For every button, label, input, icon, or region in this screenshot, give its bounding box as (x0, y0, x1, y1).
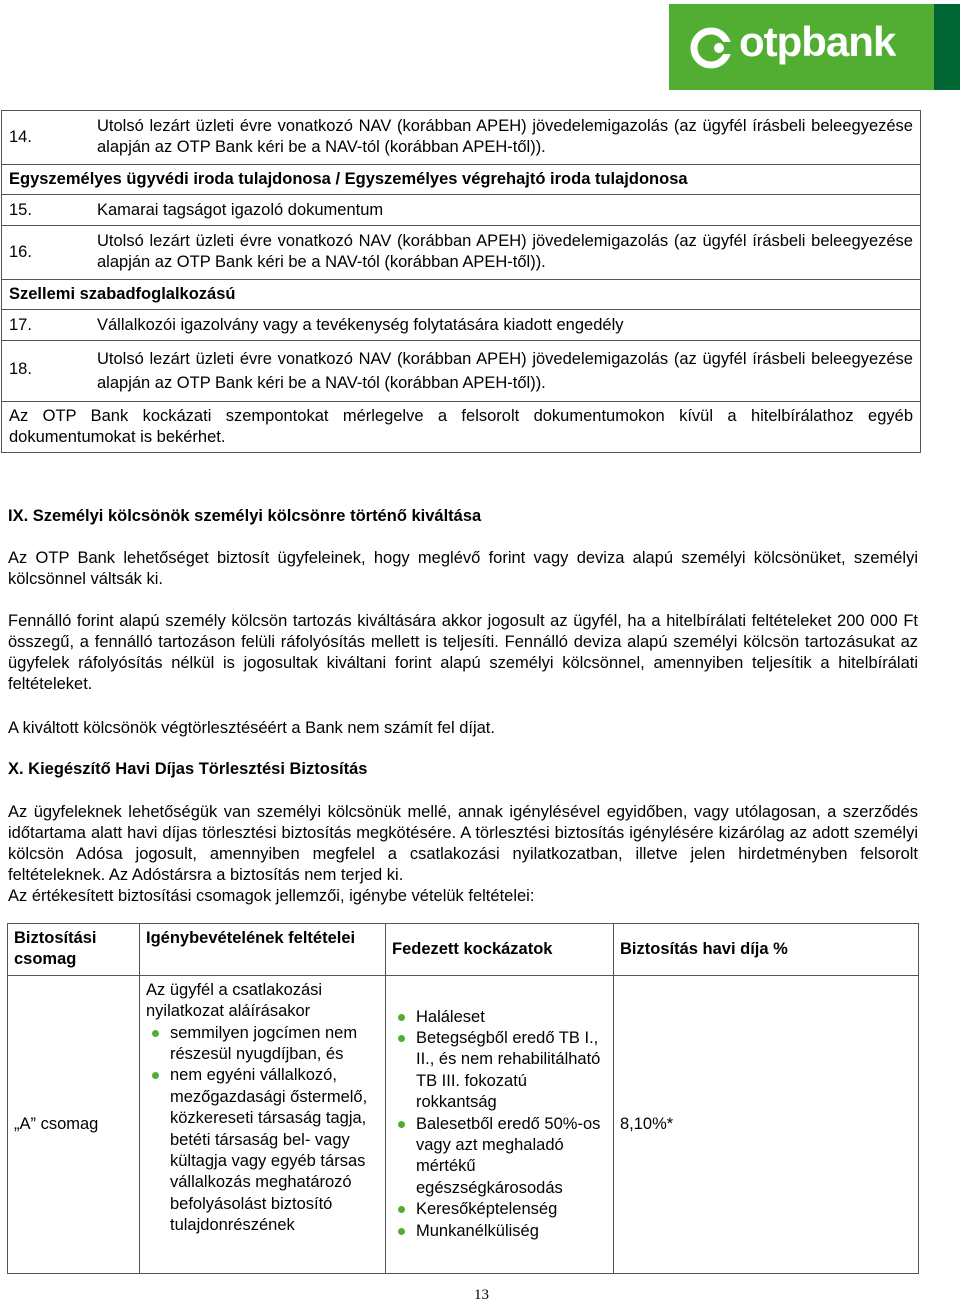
section-title: Egyszemélyes ügyvédi iroda tulajdonosa / Egyszemélyes végrehajtó iroda tulajdonosa (9, 170, 688, 188)
table-header-row (8, 924, 919, 976)
item-number: 17. (9, 316, 32, 334)
item-14 (2, 111, 920, 164)
list-item: Munkanélküliség (416, 1221, 607, 1242)
logo-stripe (934, 4, 960, 90)
additional-documents-note (2, 401, 920, 452)
page-number: 13 (474, 1287, 489, 1303)
item-text: Kamarai tagságot igazoló dokumentum (97, 201, 384, 219)
header-risks: Fedezett kockázatok (386, 924, 614, 976)
fee-value: 8,10%* (614, 975, 919, 1273)
note-text: Az OTP Bank kockázati szempontokat mérlegelve a felsorolt dokumentumokon kívül a hitelbírálathoz egyéb dokumentumokat is bekérhet. (9, 407, 913, 446)
insurance-package-table (7, 923, 919, 1274)
item-17 (2, 309, 920, 340)
list-item: Balesetből eredő 50%-os vagy azt meghaladó mértékű egészségkárosodás (416, 1114, 607, 1200)
item-text: Vállalkozói igazolvány vagy a tevékenység folytatására kiadott engedély (97, 316, 624, 334)
item-text: Utolsó lezárt üzleti évre vonatkozó NAV (korábban APEH) jövedelemigazolás (az ügyfél írásbeli beleegyezése alapján az OTP Bank kéri be a NAV-tól (korábban APEH-től)). (97, 232, 913, 271)
requirements-box (1, 110, 921, 453)
header-conditions: Igénybevételének feltételei (140, 924, 386, 976)
item-number: 16. (9, 243, 32, 261)
otpbank-logo (669, 4, 960, 90)
item-18 (2, 340, 920, 401)
conditions-cell (140, 975, 386, 1273)
section-x-title: X. Kiegészítő Havi Díjas Törlesztési Biztosítás (8, 760, 368, 778)
section-ix-title: IX. Személyi kölcsönök személyi kölcsönre történő kiváltása (8, 507, 482, 525)
section-x-paragraph-1: Az ügyfeleknek lehetőségük van személyi kölcsönük mellé, annak igénylésével egyidőben, vagy utólagosan, a szerződés időtartama alatt havi díjas törlesztési biztosítás megkötésére. A törlesztési biztosítás igénylésére kizárólag az adott személyi kölcsön Adósa jogosult, amennyiben megfelel a csatlakozási nyilatkozatban, illetve jelen hirdetményben felsorolt feltételeknek. Az Adóstársra a biztosítás nem terjed ki. (8, 803, 918, 884)
item-text: Utolsó lezárt üzleti évre vonatkozó NAV (korábban APEH) jövedelemigazolás (az ügyfél írásbeli beleegyezése alapján az OTP Bank kéri be a NAV-tól (korábban APEH-től)). (97, 350, 913, 392)
item-number: 15. (9, 201, 32, 219)
section-ix-paragraph-3: A kiváltott kölcsönök végtörlesztéséért a Bank nem számít fel díjat. (8, 719, 495, 737)
section-title: Szellemi szabadfoglalkozású (9, 285, 236, 303)
item-number: 14. (9, 128, 32, 146)
section-lawyer-office (2, 164, 920, 194)
list-item: Keresőképtelenség (416, 1199, 607, 1220)
risks-cell (386, 975, 614, 1273)
risks-list (392, 1007, 607, 1242)
section-freelancer (2, 279, 920, 309)
item-number: 18. (9, 360, 32, 378)
list-item: Betegségből eredő TB I., II., és nem rehabilitálható TB III. fokozatú rokkantság (416, 1028, 607, 1114)
section-x-paragraph-2: Az értékesített biztosítási csomagok jellemzői, igénybe vételük feltételei: (8, 887, 535, 905)
header-fee: Biztosítás havi díja % (614, 924, 919, 976)
item-text: Utolsó lezárt üzleti évre vonatkozó NAV (korábban APEH) jövedelemigazolás (az ügyfél írásbeli beleegyezése alapján az OTP Bank kéri be a NAV-tól (korábban APEH-től)). (97, 117, 913, 156)
package-name: „A” csomag (8, 975, 140, 1273)
table-row (8, 975, 919, 1273)
conditions-list (146, 1023, 379, 1237)
logo-text: otpbank (739, 18, 896, 65)
list-item: Haláleset (416, 1007, 607, 1028)
list-item: semmilyen jogcímen nem részesül nyugdíjban, és (170, 1023, 379, 1066)
otp-logo-icon (689, 26, 733, 70)
conditions-intro: Az ügyfél a csatlakozási nyilatkozat aláírásakor (146, 980, 323, 1021)
item-16 (2, 225, 920, 279)
header-package: Biztosítási csomag (8, 924, 140, 976)
section-ix-paragraph-2: Fennálló forint alapú személy kölcsön tartozás kiváltására akkor jogosult az ügyfél, ha a hitelbírálati feltételeket 200 000 Ft összegű, a fennálló tartozáson felüli ráfolyósítás mellett is teljesíti. Fennálló deviza alapú személyi kölcsön tartozásukat az ügyfelek ráfolyósítás nélkül is jogosultak kiváltani forint alapú személyi kölcsönnel, amennyiben teljesítik a hitelbírálati feltételeket. (8, 612, 918, 693)
section-ix-paragraph-1: Az OTP Bank lehetőséget biztosít ügyfeleinek, hogy meglévő forint vagy deviza alapú személyi kölcsönüket, személyi kölcsönnel váltsák ki. (8, 549, 918, 588)
item-15 (2, 194, 920, 225)
list-item: nem egyéni vállalkozó, mezőgazdasági őstermelő, közkereseti társaság tagja, betéti társaság bel- vagy kültagja vagy egyéb társas vállalkozás meghatározó befolyásolást biztosító tulajdonrészének (170, 1065, 379, 1236)
